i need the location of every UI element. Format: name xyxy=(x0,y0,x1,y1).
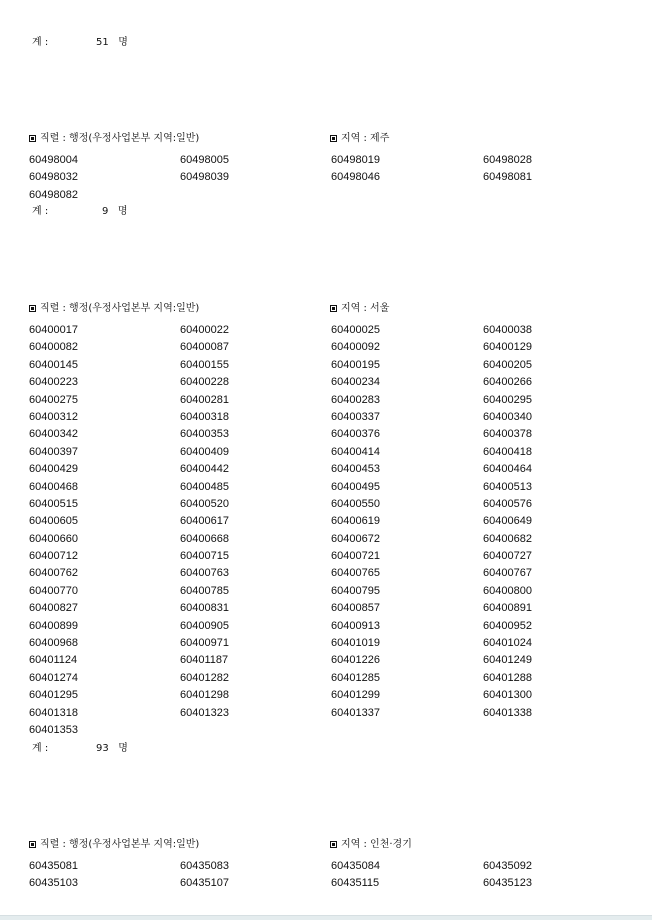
candidate-number: 60400353 xyxy=(180,428,229,441)
candidate-number: 60498082 xyxy=(29,188,78,201)
total-label: 계 : xyxy=(32,206,49,217)
region-label xyxy=(330,838,412,852)
candidate-number: 60400857 xyxy=(331,602,380,615)
candidate-number: 60400022 xyxy=(180,324,229,336)
candidate-number: 60400312 xyxy=(29,410,78,423)
candidate-number: 60400205 xyxy=(483,358,532,371)
candidate-number: 60400765 xyxy=(331,567,380,580)
candidate-number: 60400092 xyxy=(331,341,380,354)
candidate-number: 60401274 xyxy=(29,671,78,684)
candidate-number: 60400770 xyxy=(29,584,78,597)
candidate-number: 60400899 xyxy=(29,619,78,632)
candidate-number: 60401295 xyxy=(29,689,78,702)
candidate-number: 60401338 xyxy=(483,706,532,719)
square-bullet-icon xyxy=(29,841,36,848)
region-text: 지역 : 제주 xyxy=(341,133,390,144)
job-series-text: 직렬 : 행정(우정사업본부 지역:일반) xyxy=(40,839,200,850)
candidate-number: 60400891 xyxy=(483,602,532,615)
candidate-number: 60400668 xyxy=(180,532,229,545)
square-bullet-icon xyxy=(29,135,36,142)
candidate-number: 60401318 xyxy=(29,706,78,719)
candidate-number: 60400968 xyxy=(29,637,78,650)
candidate-number: 60401285 xyxy=(331,671,380,684)
candidate-number: 60400017 xyxy=(29,324,78,336)
candidate-number: 60400513 xyxy=(483,480,532,493)
candidate-number: 60400397 xyxy=(29,445,78,458)
candidate-number: 60400682 xyxy=(483,532,532,545)
candidate-number: 60400913 xyxy=(331,619,380,632)
candidate-number: 60400340 xyxy=(483,410,532,423)
candidate-number: 60435081 xyxy=(29,860,78,872)
candidate-number: 60400515 xyxy=(29,497,78,510)
total-count-value: 9 xyxy=(102,206,109,217)
candidate-number: 60401299 xyxy=(331,689,380,702)
square-bullet-icon xyxy=(29,305,36,312)
candidate-number: 60401249 xyxy=(483,654,532,667)
candidate-number: 60400905 xyxy=(180,619,229,632)
candidate-number: 60400418 xyxy=(483,445,532,458)
candidate-number: 60498005 xyxy=(180,154,229,166)
candidate-number: 60401298 xyxy=(180,689,229,702)
candidate-number-grid xyxy=(29,322,589,739)
candidate-number: 60400952 xyxy=(483,619,532,632)
candidate-number: 60400337 xyxy=(331,410,380,423)
candidate-number: 60400785 xyxy=(180,584,229,597)
candidate-number: 60400228 xyxy=(180,376,229,389)
section-header xyxy=(0,302,652,316)
total-count xyxy=(96,36,128,50)
candidate-number: 60400082 xyxy=(29,341,78,354)
candidate-number: 60400145 xyxy=(29,358,78,371)
candidate-number: 60400767 xyxy=(483,567,532,580)
job-series-text: 직렬 : 행정(우정사업본부 지역:일반) xyxy=(40,133,200,144)
candidate-number: 60400283 xyxy=(331,393,380,406)
candidate-number: 60400318 xyxy=(180,410,229,423)
candidate-number: 60400827 xyxy=(29,602,78,615)
candidate-number: 60400485 xyxy=(180,480,229,493)
candidate-number: 60400266 xyxy=(483,376,532,389)
candidate-number: 60498028 xyxy=(483,154,532,166)
candidate-number: 60400721 xyxy=(331,550,380,563)
section-header xyxy=(0,132,652,146)
candidate-number: 60400234 xyxy=(331,376,380,389)
candidate-number: 60400715 xyxy=(180,550,229,563)
candidate-number: 60400429 xyxy=(29,463,78,476)
candidate-number: 60400038 xyxy=(483,324,532,336)
candidate-number: 60400831 xyxy=(180,602,229,615)
candidate-number: 60401187 xyxy=(180,654,229,667)
candidate-number: 60400660 xyxy=(29,532,78,545)
job-series-label xyxy=(29,132,199,146)
job-series-label xyxy=(29,838,199,852)
candidate-number: 60401288 xyxy=(483,671,532,684)
candidate-number: 60400495 xyxy=(331,480,380,493)
candidate-number: 60400275 xyxy=(29,393,78,406)
candidate-number: 60400727 xyxy=(483,550,532,563)
job-series-label xyxy=(29,302,199,316)
total-count-value: 93 xyxy=(96,743,109,754)
candidate-number: 60400619 xyxy=(331,515,380,528)
candidate-number: 60401300 xyxy=(483,689,532,702)
candidate-number: 60435083 xyxy=(180,860,229,872)
candidate-number: 60400025 xyxy=(331,324,380,336)
candidate-number: 60400295 xyxy=(483,393,532,406)
candidate-number: 60400376 xyxy=(331,428,380,441)
candidate-number: 60400281 xyxy=(180,393,229,406)
candidate-number: 60401226 xyxy=(331,654,380,667)
candidate-number: 60435115 xyxy=(331,877,380,890)
candidate-number: 60400409 xyxy=(180,445,229,458)
candidate-number: 60400414 xyxy=(331,445,380,458)
candidate-number: 60401323 xyxy=(180,706,229,719)
square-bullet-icon xyxy=(330,305,337,312)
region-text: 지역 : 서울 xyxy=(341,303,390,314)
candidate-number: 60400576 xyxy=(483,497,532,510)
candidate-number: 60498004 xyxy=(29,154,78,166)
candidate-number: 60400087 xyxy=(180,341,229,354)
candidate-number: 60435092 xyxy=(483,860,532,872)
candidate-number: 60401124 xyxy=(29,654,78,667)
total-count-unit: 명 xyxy=(117,206,128,217)
region-label xyxy=(330,132,389,146)
candidate-number: 60400453 xyxy=(331,463,380,476)
candidate-number: 60400155 xyxy=(180,358,229,371)
candidate-number: 60400762 xyxy=(29,567,78,580)
candidate-number: 60435084 xyxy=(331,860,380,872)
candidate-number: 60400605 xyxy=(29,515,78,528)
candidate-number: 60400464 xyxy=(483,463,532,476)
candidate-number: 60435103 xyxy=(29,877,78,890)
candidate-number: 60401353 xyxy=(29,723,78,736)
candidate-number-grid xyxy=(29,152,589,204)
candidate-number: 60400617 xyxy=(180,515,229,528)
candidate-number: 60400468 xyxy=(29,480,78,493)
candidate-number: 60498046 xyxy=(331,171,380,184)
candidate-number: 60400378 xyxy=(483,428,532,441)
candidate-number: 60400800 xyxy=(483,584,532,597)
candidate-number: 60400763 xyxy=(180,567,229,580)
job-series-text: 직렬 : 행정(우정사업본부 지역:일반) xyxy=(40,303,200,314)
candidate-number: 60435107 xyxy=(180,877,229,890)
candidate-number: 60400129 xyxy=(483,341,532,354)
candidate-number: 60498019 xyxy=(331,154,380,166)
square-bullet-icon xyxy=(330,841,337,848)
candidate-number: 60400672 xyxy=(331,532,380,545)
candidate-number-grid xyxy=(29,858,589,893)
candidate-number: 60401337 xyxy=(331,706,380,719)
total-label: 계 : xyxy=(32,743,49,754)
total-count-unit: 명 xyxy=(118,37,128,48)
candidate-number: 60498039 xyxy=(180,171,229,184)
candidate-number: 60498032 xyxy=(29,171,78,184)
region-label xyxy=(330,302,389,316)
candidate-number: 60400712 xyxy=(29,550,78,563)
candidate-number: 60400223 xyxy=(29,376,78,389)
section-header xyxy=(0,838,652,852)
candidate-number: 60400971 xyxy=(180,637,229,650)
total-count-unit: 명 xyxy=(118,743,128,754)
candidate-number: 60400520 xyxy=(180,497,229,510)
total-count xyxy=(96,742,128,756)
page-bottom-edge xyxy=(0,915,652,920)
total-count-value: 51 xyxy=(96,37,109,48)
candidate-number: 60435123 xyxy=(483,877,532,890)
candidate-number: 60400442 xyxy=(180,463,229,476)
total-count xyxy=(102,205,128,219)
candidate-number: 60401282 xyxy=(180,671,229,684)
candidate-number: 60400550 xyxy=(331,497,380,510)
candidate-number: 60400649 xyxy=(483,515,532,528)
region-text: 지역 : 인천·경기 xyxy=(341,839,412,850)
candidate-number: 60401024 xyxy=(483,637,532,650)
candidate-number: 60400342 xyxy=(29,428,78,441)
total-label: 계 : xyxy=(32,37,49,48)
candidate-number: 60400795 xyxy=(331,584,380,597)
candidate-number: 60400195 xyxy=(331,358,380,371)
candidate-number: 60498081 xyxy=(483,171,532,184)
square-bullet-icon xyxy=(330,135,337,142)
candidate-number: 60401019 xyxy=(331,637,380,650)
